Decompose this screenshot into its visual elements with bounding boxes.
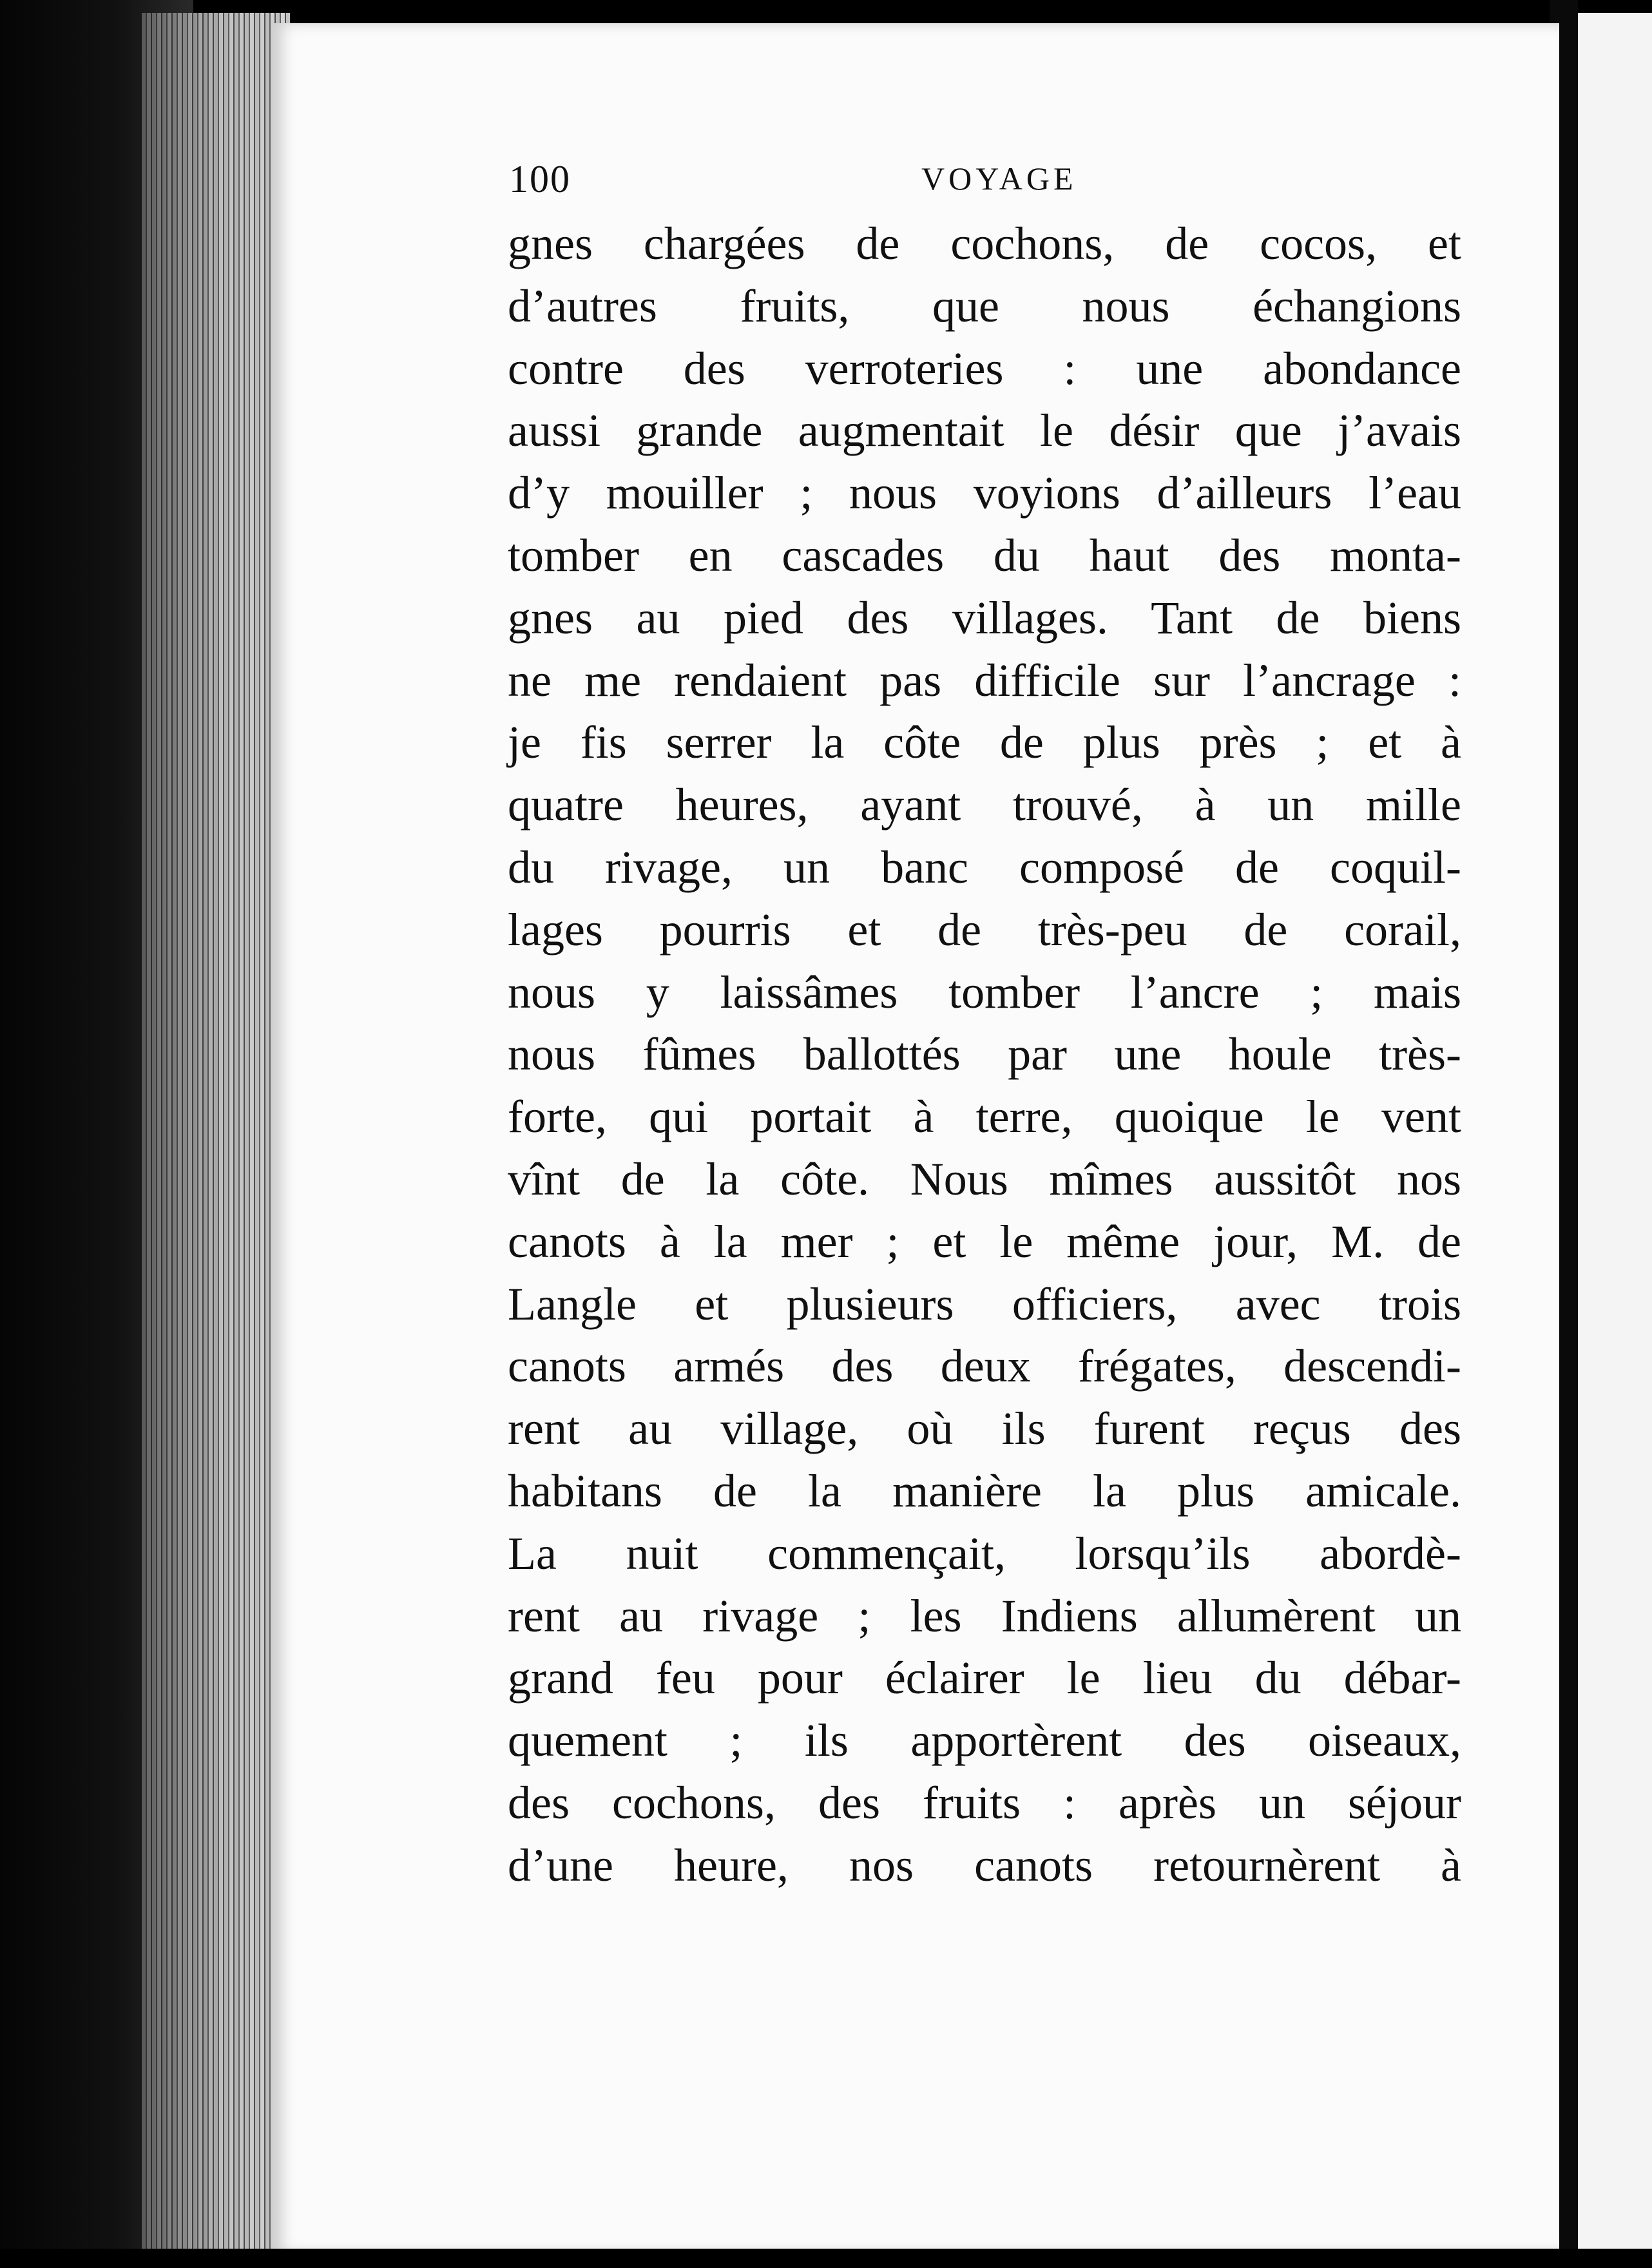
page-header bbox=[509, 157, 1218, 202]
text-line: contre des verroteries : une abondance bbox=[508, 342, 1461, 394]
page-number: 100 bbox=[509, 158, 571, 200]
text-line: ne me rendaient pas difficile sur l’ancrage : bbox=[508, 654, 1461, 706]
text-line: je fis serrer la côte de plus près ; et à bbox=[508, 716, 1461, 769]
running-head: VOYAGE bbox=[921, 160, 1077, 197]
text-line: habitans de la manière la plus amicale. bbox=[508, 1465, 1461, 1517]
text-line: nous fûmes ballottés par une houle très- bbox=[508, 1028, 1461, 1081]
text-line: vînt de la côte. Nous mîmes aussitôt nos bbox=[508, 1153, 1461, 1205]
facing-page-sliver bbox=[1578, 13, 1652, 2255]
text-line: canots à la mer ; et le même jour, M. de bbox=[508, 1215, 1461, 1267]
body-text bbox=[508, 213, 1461, 1897]
text-line: du rivage, un banc composé de coquil- bbox=[508, 841, 1461, 893]
text-line: grand feu pour éclairer le lieu du débar- bbox=[508, 1652, 1461, 1704]
text-line: Langle et plusieurs officiers, avec trois bbox=[508, 1278, 1461, 1330]
text-line: La nuit commençait, lorsqu’ils abordè- bbox=[508, 1527, 1461, 1579]
page-block-edges bbox=[142, 13, 290, 2249]
text-line: gnes chargées de cochons, de cocos, et bbox=[508, 218, 1461, 269]
text-line: d’une heure, nos canots retournèrent à bbox=[508, 1839, 1461, 1891]
text-line: d’autres fruits, que nous échangions bbox=[508, 280, 1461, 332]
text-line: forte, qui portait à terre, quoique le vent bbox=[508, 1091, 1461, 1143]
text-line: lages pourris et de très-peu de corail, bbox=[508, 903, 1461, 956]
text-line: d’y mouiller ; nous voyions d’ailleurs l’eau bbox=[508, 467, 1461, 519]
text-line: aussi grande augmentait le désir que j’avais bbox=[508, 405, 1461, 457]
text-line: quatre heures, ayant trouvé, à un mille bbox=[508, 779, 1461, 831]
scan-bottom-edge bbox=[0, 2249, 1652, 2268]
text-line: gnes au pied des villages. Tant de biens bbox=[508, 591, 1461, 644]
text-line: nous y laissâmes tomber l’ancre ; mais bbox=[508, 966, 1461, 1018]
text-line: des cochons, des fruits : après un séjour bbox=[508, 1776, 1461, 1829]
text-line: rent au rivage ; les Indiens allumèrent un bbox=[508, 1590, 1461, 1642]
text-line: rent au village, où ils furent reçus des bbox=[508, 1403, 1461, 1455]
text-line: quement ; ils apportèrent des oiseaux, bbox=[508, 1715, 1461, 1767]
text-line: canots armés des deux frégates, descendi- bbox=[508, 1340, 1461, 1392]
text-line: tomber en cascades du haut des monta- bbox=[508, 529, 1461, 581]
